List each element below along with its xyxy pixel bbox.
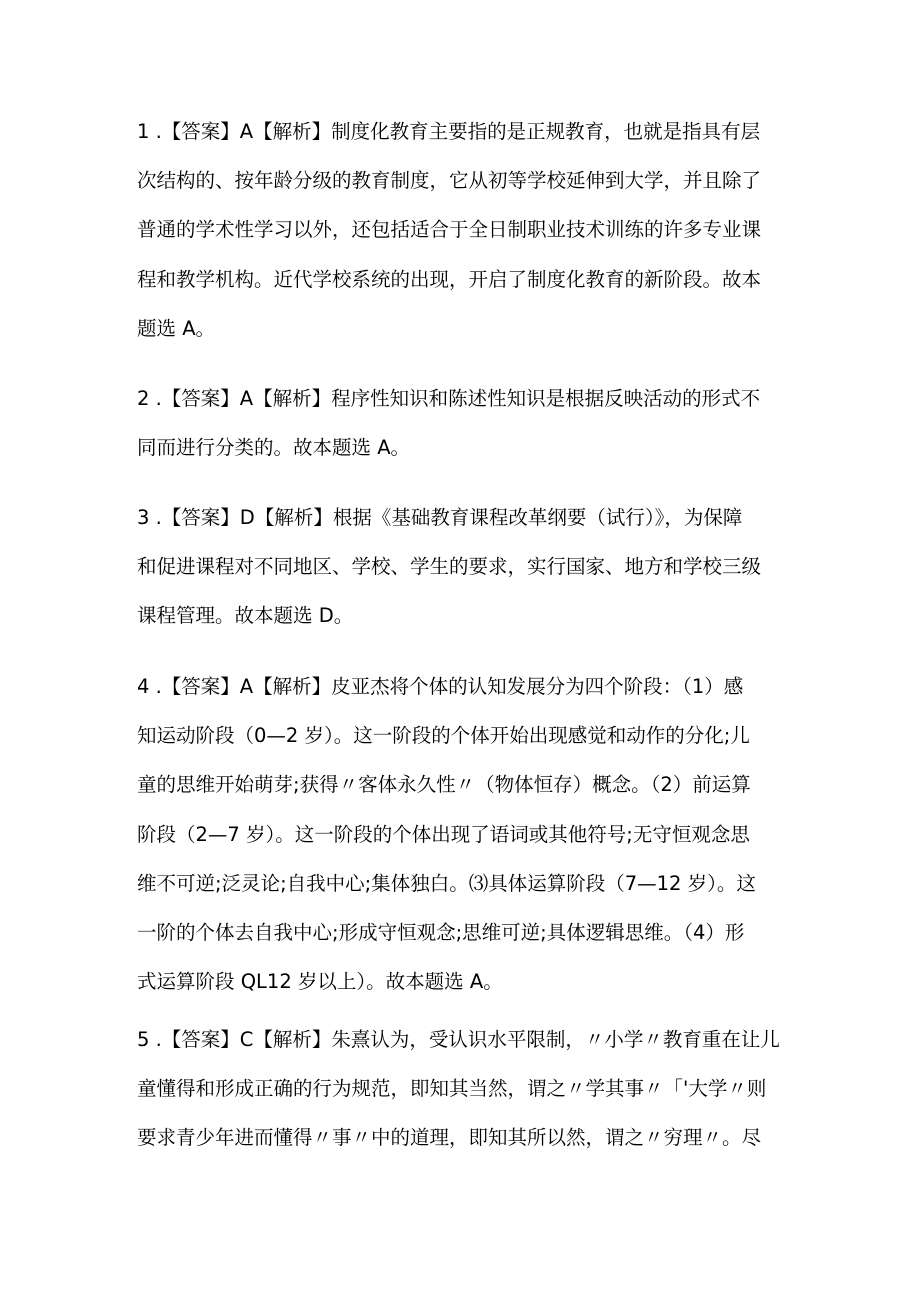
answer-line: 程和教学机构。近代学校系统的出现，开启了制度化教育的新阶段。故本 xyxy=(137,267,762,291)
answer-line: 课程管理。故本题选 D。 xyxy=(137,604,354,628)
answer-line: 普通的学术性学习以外，还包括适合于全日制职业技术训练的许多专业课 xyxy=(137,218,762,242)
answer-item-5 xyxy=(137,1015,797,1163)
answer-line: 题选 A。 xyxy=(137,316,216,340)
answer-line: 阶段（2—7 岁）。这一阶段的个体出现了语词或其他符号;无守恒观念思 xyxy=(137,822,750,846)
answer-line: 维不可逆;泛灵论;自我中心;集体独白。⑶具体运算阶段（7—12 岁）。这 xyxy=(137,871,756,895)
answer-line: 4 .【答案】A【解析】皮亚杰将个体的认知发展分为四个阶段：（1）感 xyxy=(137,675,744,698)
answer-item-3 xyxy=(137,493,797,641)
answer-line: 童的思维开始萌芽;获得〃客体永久性〃（物体恒存）概念。（2）前运算 xyxy=(137,773,751,797)
answer-item-1 xyxy=(137,107,797,353)
answer-item-4 xyxy=(137,662,797,1006)
answer-line: 同而进行分类的。故本题选 A。 xyxy=(137,436,411,460)
answer-line: 3 .【答案】D【解析】根据《基础教育课程改革纲要（试行）》，为保障 xyxy=(137,506,743,529)
answer-line: 式运算阶段 QL12 岁以上）。故本题选 A。 xyxy=(137,970,503,994)
answer-line: 童懂得和形成正确的行为规范，即知其当然，谓之〃学其事〃「'大学〃则 xyxy=(137,1077,767,1101)
answer-line: 1 .【答案】A【解析】制度化教育主要指的是正规教育，也就是指具有层 xyxy=(137,120,761,143)
answer-item-2 xyxy=(137,374,797,472)
answer-line: 次结构的、按年龄分级的教育制度，它从初等学校延伸到大学，并且除了 xyxy=(137,169,762,193)
answer-line: 一阶的个体去自我中心;形成守恒观念;思维可逆;具体逻辑思维。（4）形 xyxy=(137,920,745,944)
answer-line: 和促进课程对不同地区、学校、学生的要求，实行国家、地方和学校三级 xyxy=(137,555,762,579)
answer-line: 要求青少年进而懂得〃事〃中的道理，即知其所以然，谓之〃穷理〃。尽 xyxy=(137,1126,762,1150)
answer-line: 2 .【答案】A【解析】程序性知识和陈述性知识是根据反映活动的形式不 xyxy=(137,387,761,410)
answer-line: 知运动阶段（0—2 岁）。这一阶段的个体开始出现感觉和动作的分化;儿 xyxy=(137,724,750,748)
answer-line: 5 .【答案】C【解析】朱熹认为，受认识水平限制，〃小学〃教育重在让儿 xyxy=(137,1028,780,1051)
